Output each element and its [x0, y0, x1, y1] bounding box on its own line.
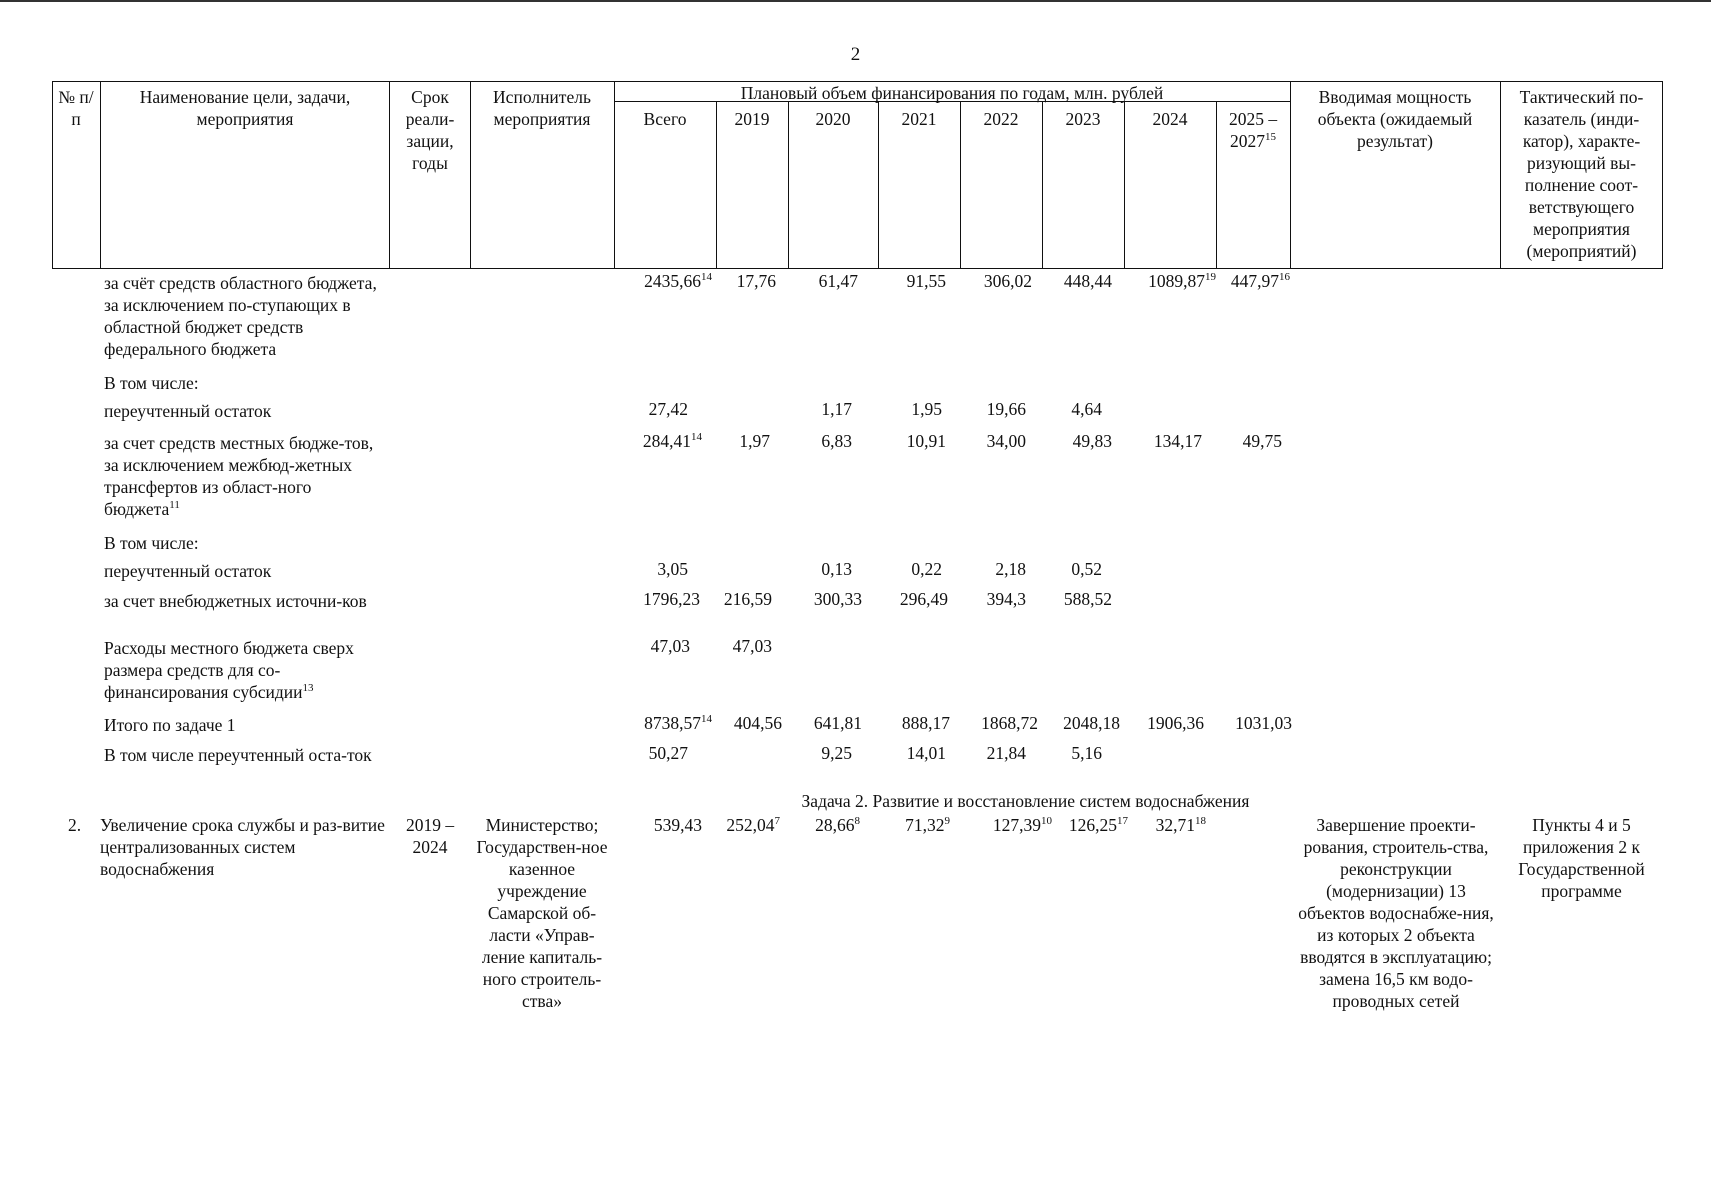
- cell-2021: 296,49: [899, 589, 948, 609]
- header-col-line: [1662, 81, 1663, 269]
- header-2024: 2024: [1152, 109, 1188, 129]
- cell-2020: 6,83: [821, 431, 852, 451]
- task2-total: 539,43: [653, 815, 702, 835]
- cell-2024: 1089,87$^{19}$: [1148, 271, 1216, 291]
- row-label-local-budgets: за счет средств местных бюдже-тов, за исключением межбюд-жетных трансфертов из област-ного бюджета$^{11}$: [104, 433, 374, 519]
- cell-2023: 2048,18: [1063, 713, 1120, 733]
- task2-term: 2019 – 2024: [405, 815, 455, 857]
- header-col-line: [470, 81, 471, 269]
- task2-2019: 252,04$^7$: [726, 815, 780, 835]
- cell-2022: 19,66: [986, 399, 1026, 419]
- task2-2020: 28,66$^8$: [815, 815, 860, 835]
- cell-2021: 14,01: [906, 743, 946, 763]
- header-2020: 2020: [815, 109, 851, 129]
- task2-label: Увеличение срока службы и раз-витие централизованных систем водоснабжения: [100, 815, 385, 879]
- cell-2020: 1,17: [821, 399, 852, 419]
- cell-2020: 300,33: [813, 589, 862, 609]
- cell-2022: 394,3: [986, 589, 1026, 609]
- header-col-line: [52, 81, 53, 269]
- header-bottom-line: [52, 268, 1662, 269]
- cell-2023: 448,44: [1063, 271, 1112, 291]
- cell-2019: 404,56: [733, 713, 782, 733]
- cell-total: 27,42: [648, 399, 688, 419]
- cell-2020: 9,25: [821, 743, 852, 763]
- cell-2023: 4,64: [1071, 399, 1102, 419]
- cell-2022: 1868,72: [981, 713, 1038, 733]
- task2-2024: 32,71$^{18}$: [1155, 815, 1206, 835]
- cell-2019: 47,03: [732, 636, 772, 656]
- row-label-including: В том числе:: [104, 373, 199, 393]
- row-label-task1-total: Итого по задаче 1: [104, 715, 236, 735]
- header-2023: 2023: [1065, 109, 1101, 129]
- row-label-including: В том числе:: [104, 533, 199, 553]
- task2-capacity: Завершение проекти-рования, строитель-ства, реконструкции (модернизации) 13 объектов водоснабже-ния, из которых 2 объекта вводятся в эксплуатацию; замена 16,5 км водо-проводных сетей: [1298, 815, 1494, 1011]
- cell-total: 3,05: [657, 559, 688, 579]
- header-2022: 2022: [983, 109, 1019, 129]
- task2-num: 2.: [68, 815, 82, 835]
- header-col-line: [1500, 81, 1501, 269]
- cell-total: 8738,57$^{14}$: [644, 713, 712, 733]
- cell-2025-2027: 1031,03: [1235, 713, 1292, 733]
- cell-2023: 49,83: [1072, 431, 1112, 451]
- cell-2022: 306,02: [983, 271, 1032, 291]
- cell-total: 1796,23: [643, 589, 700, 609]
- cell-2025-2027: 49,75: [1242, 431, 1282, 451]
- task2-2023: 126,25$^{17}$: [1068, 815, 1128, 835]
- cell-2024: 134,17: [1153, 431, 1202, 451]
- header-indicator: Тактический по-казатель (инди-катор), характе-ризующий вы-полнение соот-ветствующего мероприятия (мероприятий): [1519, 87, 1644, 261]
- cell-2023: 588,52: [1063, 589, 1112, 609]
- row-label-carryover: переучтенный остаток: [104, 401, 272, 421]
- header-funding: Плановый объем финансирования по годам, млн. рублей: [740, 83, 1164, 103]
- cell-2024: 1906,36: [1147, 713, 1204, 733]
- task2-indicator: Пункты 4 и 5 приложения 2 к Государственной программе: [1518, 815, 1645, 901]
- task2-2022: 127,39$^{10}$: [992, 815, 1052, 835]
- cell-2021: 1,95: [911, 399, 942, 419]
- row-label-carryover: переучтенный остаток: [104, 561, 272, 581]
- cell-total: 50,27: [648, 743, 688, 763]
- header-col-line: [1290, 81, 1291, 269]
- row-label-extrabudgetary: за счет внебюджетных источни-ков: [104, 591, 367, 611]
- cell-2020: 641,81: [813, 713, 862, 733]
- header-capacity: Вводимая мощность объекта (ожидаемый результат): [1317, 87, 1473, 151]
- cell-total: 284,41$^{14}$: [642, 431, 702, 451]
- cell-2021: 91,55: [906, 271, 946, 291]
- cell-2019: 17,76: [736, 271, 776, 291]
- row-label-regional-budget: за счёт средств областного бюджета, за исключением по-ступающих в областной бюджет средств федерального бюджета: [104, 273, 377, 359]
- page-number: 2: [850, 44, 861, 65]
- cell-2022: 2,18: [995, 559, 1026, 579]
- cell-2019: 216,59: [723, 589, 772, 609]
- header-2025-2027: 2025 – 2027$^{15}$: [1228, 109, 1278, 151]
- row-label-local-extra-expenses: Расходы местного бюджета сверх размера средств для со-финансирования субсидии$^{13}$: [104, 638, 354, 702]
- header-2019: 2019: [734, 109, 770, 129]
- cell-2021: 888,17: [901, 713, 950, 733]
- cell-2020: 61,47: [818, 271, 858, 291]
- header-term: Срок реали-зации, годы: [405, 87, 455, 173]
- cell-total: 47,03: [650, 636, 690, 656]
- row-label-task1-carryover: В том числе переучтенный оста-ток: [104, 745, 372, 765]
- task2-2021: 71,32$^9$: [905, 815, 950, 835]
- header-name: Наименование цели, задачи, мероприятия: [139, 87, 351, 129]
- cell-2021: 0,22: [911, 559, 942, 579]
- cell-2025-2027: 447,97$^{16}$: [1230, 271, 1290, 291]
- cell-2020: 0,13: [821, 559, 852, 579]
- task2-executor: Министерство; Государствен-ное казенное учреждение Самарской об-ласти «Управ-ление капиталь-ного строитель-ства»: [476, 815, 608, 1011]
- top-edge-line: [0, 0, 1711, 2]
- header-num: № п/п: [58, 87, 94, 129]
- cell-2019: 1,97: [739, 431, 770, 451]
- header-col-line: [100, 81, 101, 269]
- cell-2022: 34,00: [986, 431, 1026, 451]
- task2-title: Задача 2. Развитие и восстановление систем водоснабжения: [801, 791, 1250, 811]
- cell-2023: 0,52: [1071, 559, 1102, 579]
- header-executor: Исполнитель мероприятия: [493, 87, 591, 129]
- cell-2023: 5,16: [1071, 743, 1102, 763]
- cell-total: 2435,66$^{14}$: [644, 271, 712, 291]
- cell-2022: 21,84: [986, 743, 1026, 763]
- header-2021: 2021: [901, 109, 937, 129]
- header-col-line: [389, 81, 390, 269]
- cell-2021: 10,91: [906, 431, 946, 451]
- header-total: Всего: [643, 109, 687, 129]
